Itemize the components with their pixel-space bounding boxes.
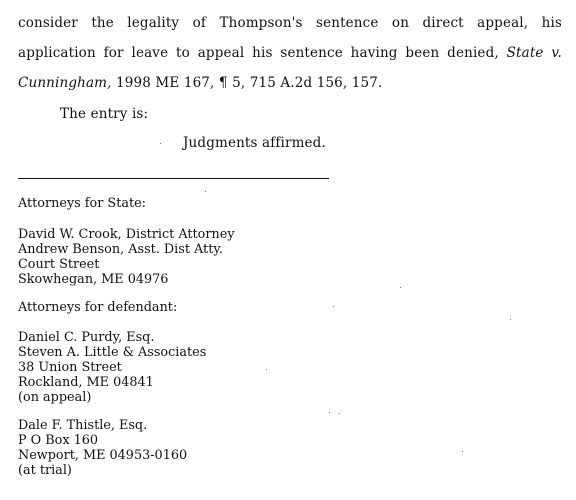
case-citation-name: Cunningham, [18, 75, 112, 91]
opinion-line-2 [18, 44, 562, 62]
scan-speck [266, 369, 267, 370]
scan-speck [160, 143, 161, 144]
scan-speck [329, 412, 330, 413]
scan-speck [205, 191, 206, 192]
trial-counsel-name: Dale F. Thistle, Esq. [18, 418, 148, 433]
entry-result: Judgments affirmed. [183, 135, 326, 151]
trial-counsel-po-box: P O Box 160 [18, 433, 99, 448]
opinion-line-2-text: application for leave to appeal his sentence having been denied, [18, 45, 499, 61]
trial-counsel-city: Newport, ME 04953-0160 [18, 448, 188, 463]
scan-speck [510, 319, 511, 320]
appeal-counsel-street: 38 Union Street [18, 360, 122, 375]
defendant-trial-counsel-block [18, 418, 187, 478]
case-citation-reporter: 1998 ME 167, ¶ 5, 715 A.2d 156, 157. [116, 75, 383, 91]
appeal-counsel-city: Rockland, ME 04841 [18, 375, 154, 390]
scan-speck [400, 287, 401, 288]
appeal-counsel-firm: Steven A. Little & Associates [18, 345, 207, 360]
state-attorney-name: David W. Crook, District Attorney [18, 227, 235, 242]
state-assistant-name: Andrew Benson, Asst. Dist Atty. [18, 242, 223, 257]
state-attorneys-heading: Attorneys for State: [18, 196, 146, 211]
section-divider [18, 178, 329, 179]
defendant-appeal-counsel-block [18, 330, 206, 405]
case-citation-start: State v. [506, 45, 562, 61]
entry-intro: The entry is: [60, 106, 149, 122]
scan-speck [333, 306, 334, 307]
opinion-line-3 [18, 74, 382, 92]
defendant-attorneys-heading: Attorneys for defendant: [18, 300, 178, 315]
scan-speck [462, 451, 463, 452]
state-city: Skowhegan, ME 04976 [18, 272, 169, 287]
state-street: Court Street [18, 257, 100, 272]
appeal-counsel-role: (on appeal) [18, 390, 92, 405]
state-attorneys-block [18, 227, 235, 287]
trial-counsel-role: (at trial) [18, 463, 72, 478]
scan-speck [339, 413, 340, 414]
appeal-counsel-name: Daniel C. Purdy, Esq. [18, 330, 155, 345]
opinion-line-1: consider the legality of Thompson's sentence on direct appeal, his [18, 15, 562, 31]
